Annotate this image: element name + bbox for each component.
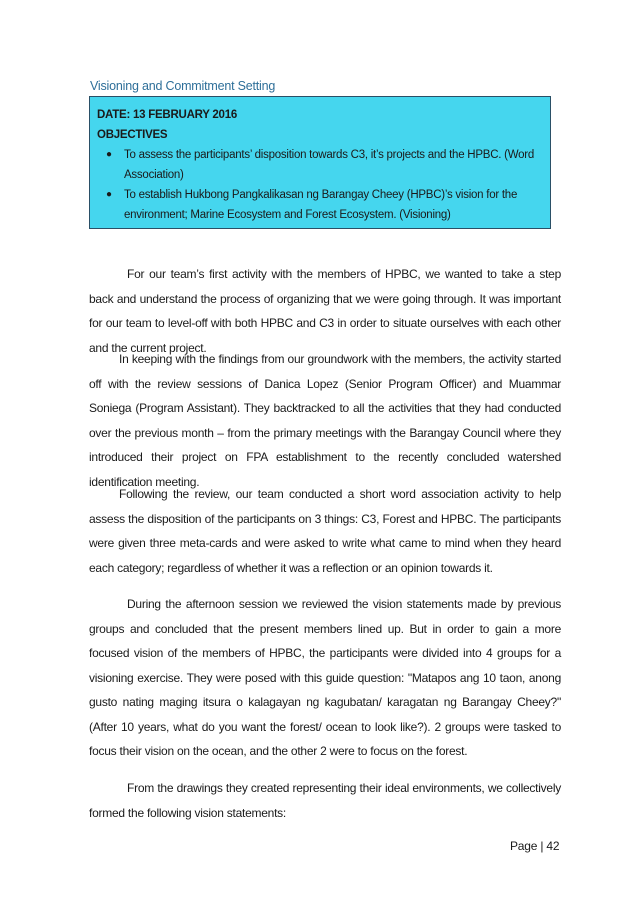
- body-paragraph: For our team’s first activity with the members of HPBC, we wanted to take a step back and understand the process of organizing that we were going through. It was important for our team to level-off with both HPBC and C3 in order to situate ourselves with each other and the current project.: [89, 267, 561, 355]
- section-title: Visioning and Commitment Setting: [90, 79, 276, 93]
- objective-item: [97, 145, 542, 185]
- date-label: DATE: 13 FEBRUARY 2016: [97, 109, 237, 121]
- objective-text: To assess the participants’ disposition towards C3, it’s projects and the HPBC. (Word Association): [124, 149, 534, 181]
- objectives-list: [97, 145, 542, 225]
- objective-text: To establish Hukbong Pangkalikasan ng Barangay Cheey (HPBC)’s vision for the environment; Marine Ecosystem and Forest Ecosystem. (Visioning): [124, 189, 518, 221]
- objectives-heading: OBJECTIVES: [97, 129, 168, 141]
- body-paragraph: From the drawings they created representing their ideal environments, we collectively formed the following vision statements:: [89, 781, 561, 820]
- body-paragraph: In keeping with the findings from our groundwork with the members, the activity started off with the review sessions of Danica Lopez (Senior Program Officer) and Muammar Soniega (Program Assistant). They backtracked to all the activities that they had conducted over the previous month – from the primary meetings with the Barangay Council where they introduced their project on FPA establishment to the recently concluded watershed identification meeting.: [89, 352, 561, 489]
- objective-item: [97, 185, 542, 225]
- objectives-box: [89, 96, 551, 229]
- bullet-dot-icon: ●: [106, 189, 112, 200]
- body-paragraph: Following the review, our team conducted a short word association activity to help assess the disposition of the participants on 3 things: C3, Forest and HPBC. The participants were given three meta-cards and were asked to write what came to mind when they heard each category; regardless of whether it was a reflection or an opinion towards it.: [89, 487, 561, 575]
- bullet-dot-icon: ●: [106, 149, 112, 160]
- body-paragraph: During the afternoon session we reviewed the vision statements made by previous groups and concluded that the present members lined up. But in order to gain a more focused vision of the members of HPBC, the participants were divided into 4 groups for a visioning exercise. They were posed with this guide question: "Matapos ang 10 taon, anong gusto nating maging itsura o kalagayan ng kagubatan/ karagatan ng Barangay Cheey?" (After 10 years, what do you want the forest/ ocean to look like?). 2 groups were tasked to focus their vision on the ocean, and the other 2 were to focus on the forest.: [89, 597, 561, 758]
- page-number: Page | 42: [510, 839, 560, 853]
